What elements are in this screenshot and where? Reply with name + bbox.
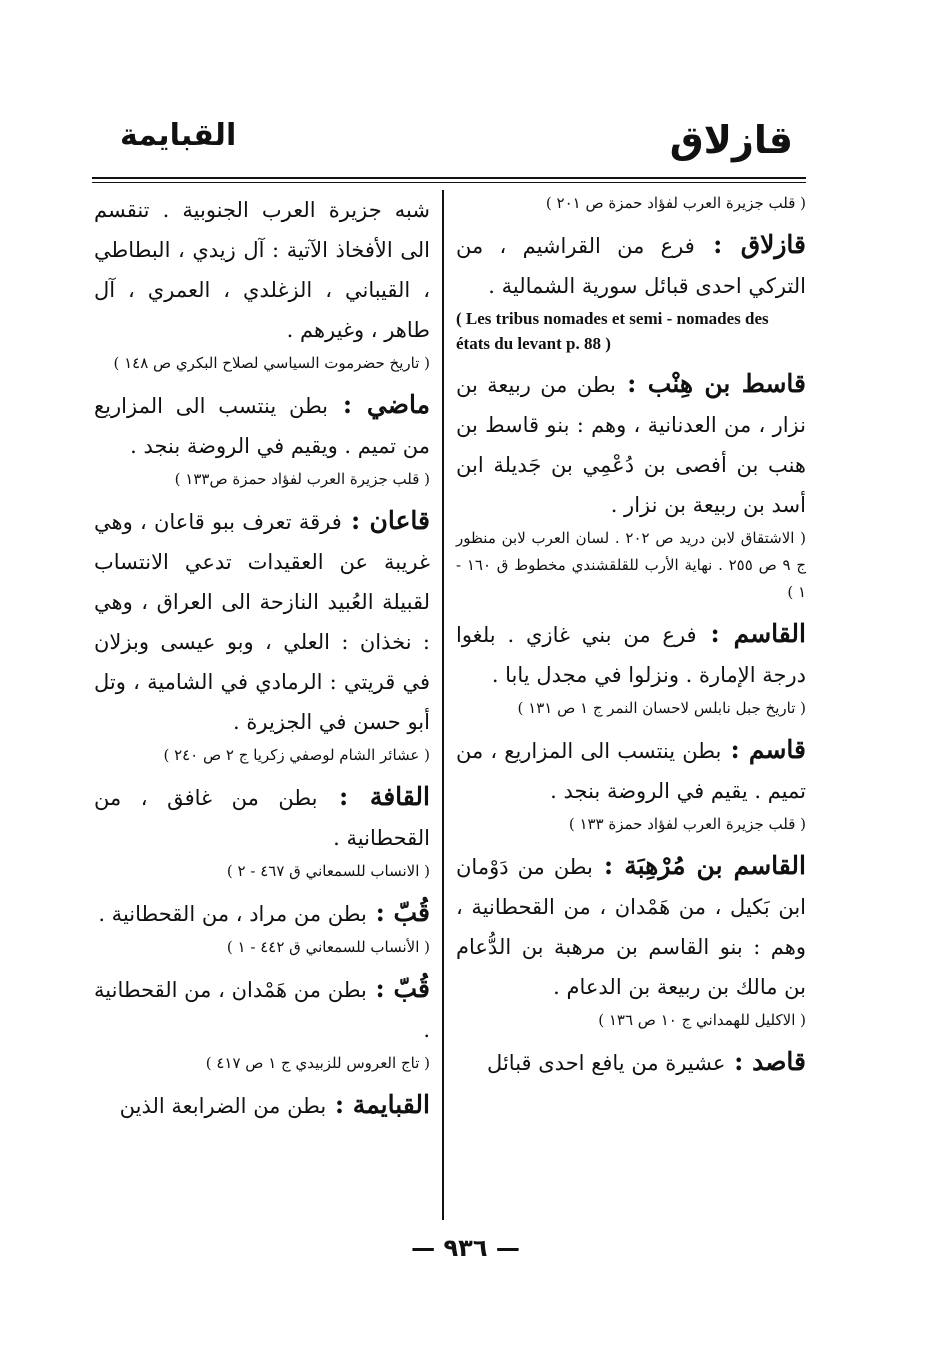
entry-headword: القافة : [317, 782, 430, 811]
entry-headword: قُبّ : [366, 898, 430, 927]
entry-headword: القاسم : [696, 619, 806, 648]
entry-text: بطن من هَمْدان ، من القحطانية . [94, 978, 430, 1042]
entry-text: بطن من دَوْمان ابن بَكيل ، من هَمْدان ، من القحطانية ، وهم : بنو القاسم بن مرهبة بن الدُّعام بن مالك بن ربيعة بن الدعام . [456, 855, 806, 999]
source-citation: ( الانساب للسمعاني ق ٤٦٧ - ٢ ) [226, 862, 430, 880]
entry-headword: القاسم بن مُرْهِبَة : [592, 851, 806, 880]
left-column [94, 190, 430, 1126]
entry-headword: قاسم : [721, 735, 806, 764]
entry-text: بطن من مراد ، من القحطانية . [98, 902, 367, 926]
dictionary-entry [456, 730, 806, 811]
source-citation: ( الأنساب للسمعاني ق ٤٤٢ - ١ ) [226, 938, 430, 956]
entry-text: فرقة تعرف ببو قاعان ، وهي غريبة عن العقيدات تدعي الانتساب لقبيلة العُبيد النازحة الى العراق ، وهي : نخذان : العلي ، وبو عيسى وبزلان في قريتي : الرمادي في الشامية ، وتل أبو حسن في الجزيرة . [94, 510, 430, 734]
source-citation: ( تاريخ جبل نابلس لاحسان النمر ج ١ ص ١٣١ ) [517, 699, 806, 717]
entry-headword: قاصد : [725, 1047, 806, 1076]
dictionary-entry [94, 969, 430, 1050]
entry-headword: قُبّ : [366, 974, 430, 1003]
dictionary-entry [94, 1085, 430, 1126]
source-citation: ( قلب جزيرة العرب لفؤاد حمزة ص١٣٣ ) [174, 470, 430, 488]
source-citation-latin: ( Les tribus nomades et semi - nomades des états du levant p. 88 ) [456, 309, 769, 353]
dictionary-entry [94, 501, 430, 742]
source-citation: ( تاريخ حضرموت السياسي لصلاح البكري ص ١٤٨ ) [113, 354, 430, 372]
entry-headword: قاسط بن هِنْب : [615, 369, 806, 398]
source-citation: ( الاشتقاق لابن دريد ص ٢٠٢ . لسان العرب لابن منظور ج ٩ ص ٢٥٥ . نهاية الأرب للقلقشندي مخطوط ق ١٦٠ - ١ ) [456, 529, 807, 601]
dictionary-entry [456, 364, 806, 525]
entry-text: عشيرة من يافع احدى قبائل [487, 1051, 726, 1075]
running-head-right: قازلاق [669, 118, 793, 162]
source-citation: ( قلب جزيرة العرب لفؤاد حمزة ص ٢٠١ ) [545, 194, 806, 212]
dictionary-entry [94, 385, 430, 466]
dictionary-entry [94, 777, 430, 858]
entry-text: بطن من غافق ، من القحطانية . [94, 786, 430, 850]
source-citation: ( عشائر الشام لوصفي زكريا ج ٢ ص ٢٤٠ ) [163, 746, 430, 764]
entry-text: فرع من القراشيم ، من التركي احدى قبائل سورية الشمالية . [456, 234, 806, 298]
entry-text: بطن ينتسب الى المزاريع ، من تميم . يقيم في الروضة بنجد . [456, 739, 806, 803]
dictionary-entry [94, 893, 430, 934]
page-number: — ٩٣٦ — [411, 1234, 520, 1262]
entry-text: بطن من ربيعة بن نزار ، من العدنانية ، وهم : بنو قاسط بن هنب بن أفصى بن دُعْمِي بن جَديلة ابن أسد بن ربيعة بن نزار . [456, 373, 806, 517]
header-rule-thin [92, 182, 806, 183]
entry-headword: قازلاق : [694, 230, 806, 259]
source-citation: ( قلب جزيرة العرب لفؤاد حمزة ١٣٣ ) [568, 815, 806, 833]
source-citation: ( الاكليل للهمداني ج ١٠ ص ١٣٦ ) [598, 1011, 806, 1029]
entry-headword: قاعان : [341, 506, 430, 535]
dictionary-entry [94, 190, 430, 350]
running-head-left: القبايمة [120, 118, 237, 153]
column-divider [442, 190, 444, 1220]
entry-text: بطن ينتسب الى المزاريع من تميم . ويقيم في الروضة بنجد . [94, 394, 430, 458]
right-column [456, 190, 806, 1083]
dictionary-entry [456, 614, 806, 695]
entry-text: بطن من الضرابعة الذين [119, 1094, 327, 1118]
header-rule [92, 177, 806, 179]
entry-text: فرع من بني غازي . بلغوا درجة الإمارة . ونزلوا في مجدل يابا . [456, 623, 806, 687]
dictionary-entry [456, 1042, 806, 1083]
entry-headword: ماضي : [328, 390, 430, 419]
entry-text: شبه جزيرة العرب الجنوبية . تنقسم الى الأفخاذ الآتية : آل زيدي ، البطاطي ، القيباني ، الزغلدي ، العمري ، آل طاهر ، وغيرهم . [94, 198, 430, 342]
source-citation: ( تاج العروس للزبيدي ج ١ ص ٤١٧ ) [205, 1054, 430, 1072]
dictionary-entry [456, 225, 806, 306]
dictionary-entry [456, 846, 806, 1007]
entry-headword: القبايمة : [326, 1090, 430, 1119]
